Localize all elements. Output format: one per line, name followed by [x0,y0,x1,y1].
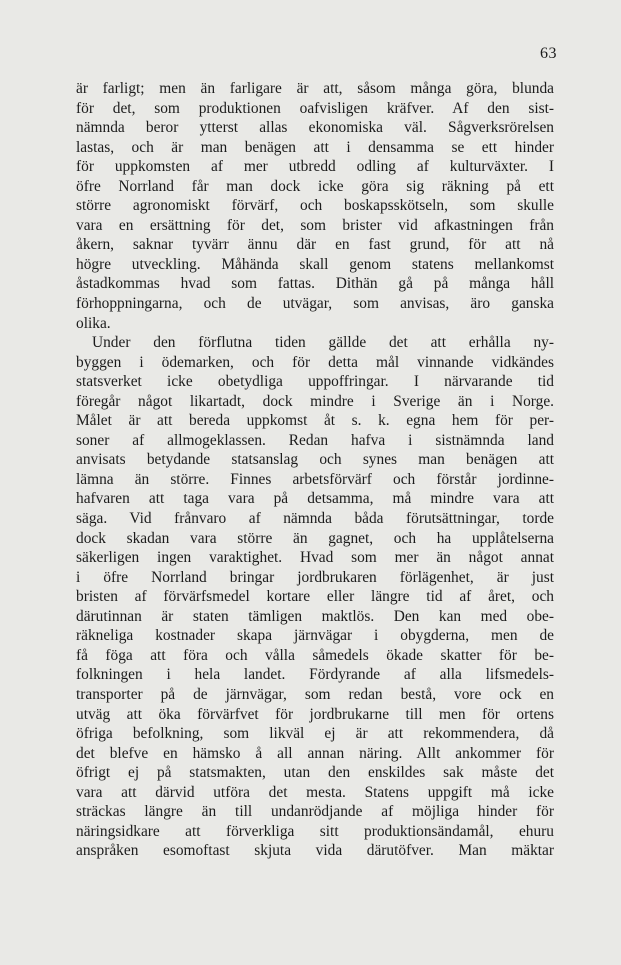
text-line: Målet är att bereda uppkomst åt s. k. egna hem för per- [76,412,554,430]
text-line: öfrigt ej på statsmakten, utan den enskildes sak måste det [76,764,554,782]
text-line: hafvaren att taga vara på detsamma, må mindre vara att [76,490,554,508]
text-line: för det, som produktionen oafvisligen kräfver. Af den sist- [76,99,554,117]
text-line: lastas, och är man benägen att i densamma se ett hinder [76,138,554,156]
text-line: större agronomiskt förvärf, och boskapsskötseln, som skulle [76,197,554,215]
text-line: olika. [76,314,111,332]
text-line: föregår något likartadt, dock mindre i Sverige än i Norge. [76,392,554,410]
text-line: förhoppningarna, och de utvägar, som anvisas, äro ganska [76,295,554,313]
text-line: säkerligen ingen varaktighet. Hvad som mer än något annat [76,549,554,567]
text-line: lämna än större. Finnes arbetsförvärf och förstår jordinne- [76,470,554,488]
text-line: bristen af förvärfsmedel kortare eller längre tid af året, och [76,588,554,606]
text-line: därutinnan är staten tämligen maktlös. Den kan med obe- [76,607,554,625]
text-line: säga. Vid frånvaro af nämnda båda förutsättningar, torde [76,510,554,528]
paragraph [76,79,554,333]
text-line: nämnda beror ytterst allas ekonomiska väl. Sågverksrörelsen [76,119,554,137]
text-line: det blefve en hämsko å all annan näring. Allt ankommer för [76,744,554,762]
text-line: sträckas längre än till undanrödjande af möjliga hinder för [76,803,554,821]
page-number: 63 [540,45,557,62]
text-line: öfriga befolkning, som likväl ej är att rekommendera, då [76,725,554,743]
text-line: åkern, saknar tyvärr ännu där en fast grund, för att nå [76,236,554,254]
text-line: Under den förflutna tiden gällde det att erhålla ny- [92,334,554,352]
text-line: högre utveckling. Måhända skall genom statens mellankomst [76,255,554,273]
body-text [76,79,554,861]
text-line: näringsidkare att förverkliga sitt produktionsändamål, ehuru [76,822,554,840]
text-line: är farligt; men än farligare är att, såsom många göra, blunda [76,80,554,97]
text-line: utväg att öka förvärfvet för jordbrukarne till men för ortens [76,705,554,723]
text-line: dock skadan vara större än gagnet, och ha upplåtelserna [76,529,554,547]
text-line: för uppkomsten af mer utbredd odling af kulturväxter. I [76,158,554,176]
text-line: anvisats betydande statsanslag och synes man benägen att [76,451,554,469]
text-line: i öfre Norrland bringar jordbrukaren förlägenhet, är just [76,568,554,586]
text-line: vara att därvid utföra det mesta. Statens uppgift må icke [76,783,554,801]
paragraph [76,333,554,861]
text-line: transporter på de järnvägar, som redan bestå, vore ock en [76,685,554,703]
text-line: räkneliga kostnader skapa järnvägar i obygderna, men de [76,627,554,645]
text-line: soner af allmogeklassen. Redan hafva i sistnämnda land [76,431,554,449]
text-line: anspråken esomoftast skjuta vida därutöfver. Man mäktar [76,842,554,860]
text-line: byggen i ödemarken, och för detta mål vinnande vidkändes [76,353,554,371]
text-line: få föga att föra och vålla såmedels ökade skatter för be- [76,646,554,664]
text-line: statsverket icke obetydliga uppoffringar. I närvarande tid [76,373,554,391]
text-line: åstadkommas hvad som fattas. Dithän gå på många håll [76,275,554,293]
text-line: vara en ersättning för det, som brister vid afkastningen från [76,216,554,234]
text-line: öfre Norrland får man dock icke göra sig räkning på ett [76,177,554,195]
text-line: folkningen i hela landet. Fördyrande af alla lifsmedels- [76,666,554,684]
